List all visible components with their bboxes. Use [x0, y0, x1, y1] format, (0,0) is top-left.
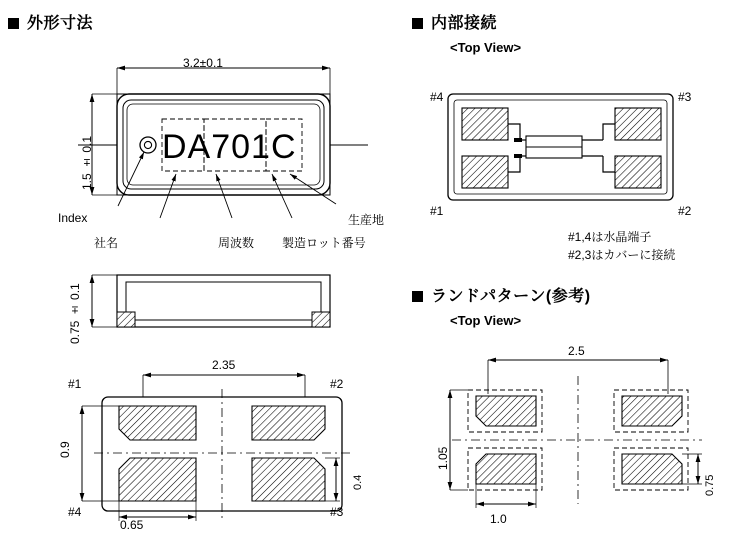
bullet-square-icon — [412, 291, 423, 302]
bottom-view-pin-4: #4 — [68, 505, 82, 519]
section-title-land: ランドパターン(参考) — [412, 283, 591, 306]
bottom-view-height-dim: 0.9 — [58, 441, 72, 458]
outline-width-dim: 3.2±0.1 — [183, 56, 223, 70]
section-title-dimensions: 外形寸法 — [8, 10, 93, 33]
outline-marking-text: DA701C — [162, 128, 297, 166]
land-pad-height-dim: 0.75 — [704, 474, 716, 496]
internal-pin-1: #1 — [430, 204, 444, 218]
internal-note-2: #2,3はカバーに接続 — [568, 248, 676, 262]
internal-note-1: #1,4は水晶端子 — [568, 230, 652, 244]
side-view-height-dim: 0.75 ± 0.1 — [68, 283, 82, 344]
bottom-view-pin-2: #2 — [330, 377, 344, 391]
outline-height-dim: 1.5 ± 0.1 — [80, 135, 94, 190]
callout-company: 社名 — [94, 236, 119, 250]
bottom-view-pad-height-dim: 0.4 — [352, 474, 364, 490]
bottom-view-pad-width-dim: 0.65 — [120, 518, 144, 532]
internal-pin-2: #2 — [678, 204, 692, 218]
callout-origin: 生産地 — [348, 213, 385, 227]
land-height-dim: 1.05 — [436, 446, 450, 470]
land-pad-width-dim: 1.0 — [490, 512, 507, 526]
bottom-view-pitch-dim: 2.35 — [212, 358, 236, 372]
bullet-square-icon — [8, 18, 19, 29]
bottom-view-pin-3: #3 — [330, 505, 344, 519]
bottom-view-pin-1: #1 — [68, 377, 82, 391]
land-subtitle: <Top View> — [450, 313, 522, 328]
callout-frequency: 周波数 — [218, 236, 255, 250]
land-pattern-drawing — [420, 338, 730, 528]
callout-lot: 製造ロット番号 — [282, 236, 366, 250]
land-width-dim: 2.5 — [568, 344, 585, 358]
section-title-internal: 内部接続 — [412, 10, 497, 33]
bullet-square-icon — [412, 18, 423, 29]
side-view-drawing — [40, 262, 380, 342]
callout-index: Index — [58, 211, 88, 225]
internal-pin-4: #4 — [430, 90, 444, 104]
internal-subtitle: <Top View> — [450, 40, 522, 55]
internal-connection-drawing — [420, 78, 700, 218]
internal-pin-3: #3 — [678, 90, 692, 104]
